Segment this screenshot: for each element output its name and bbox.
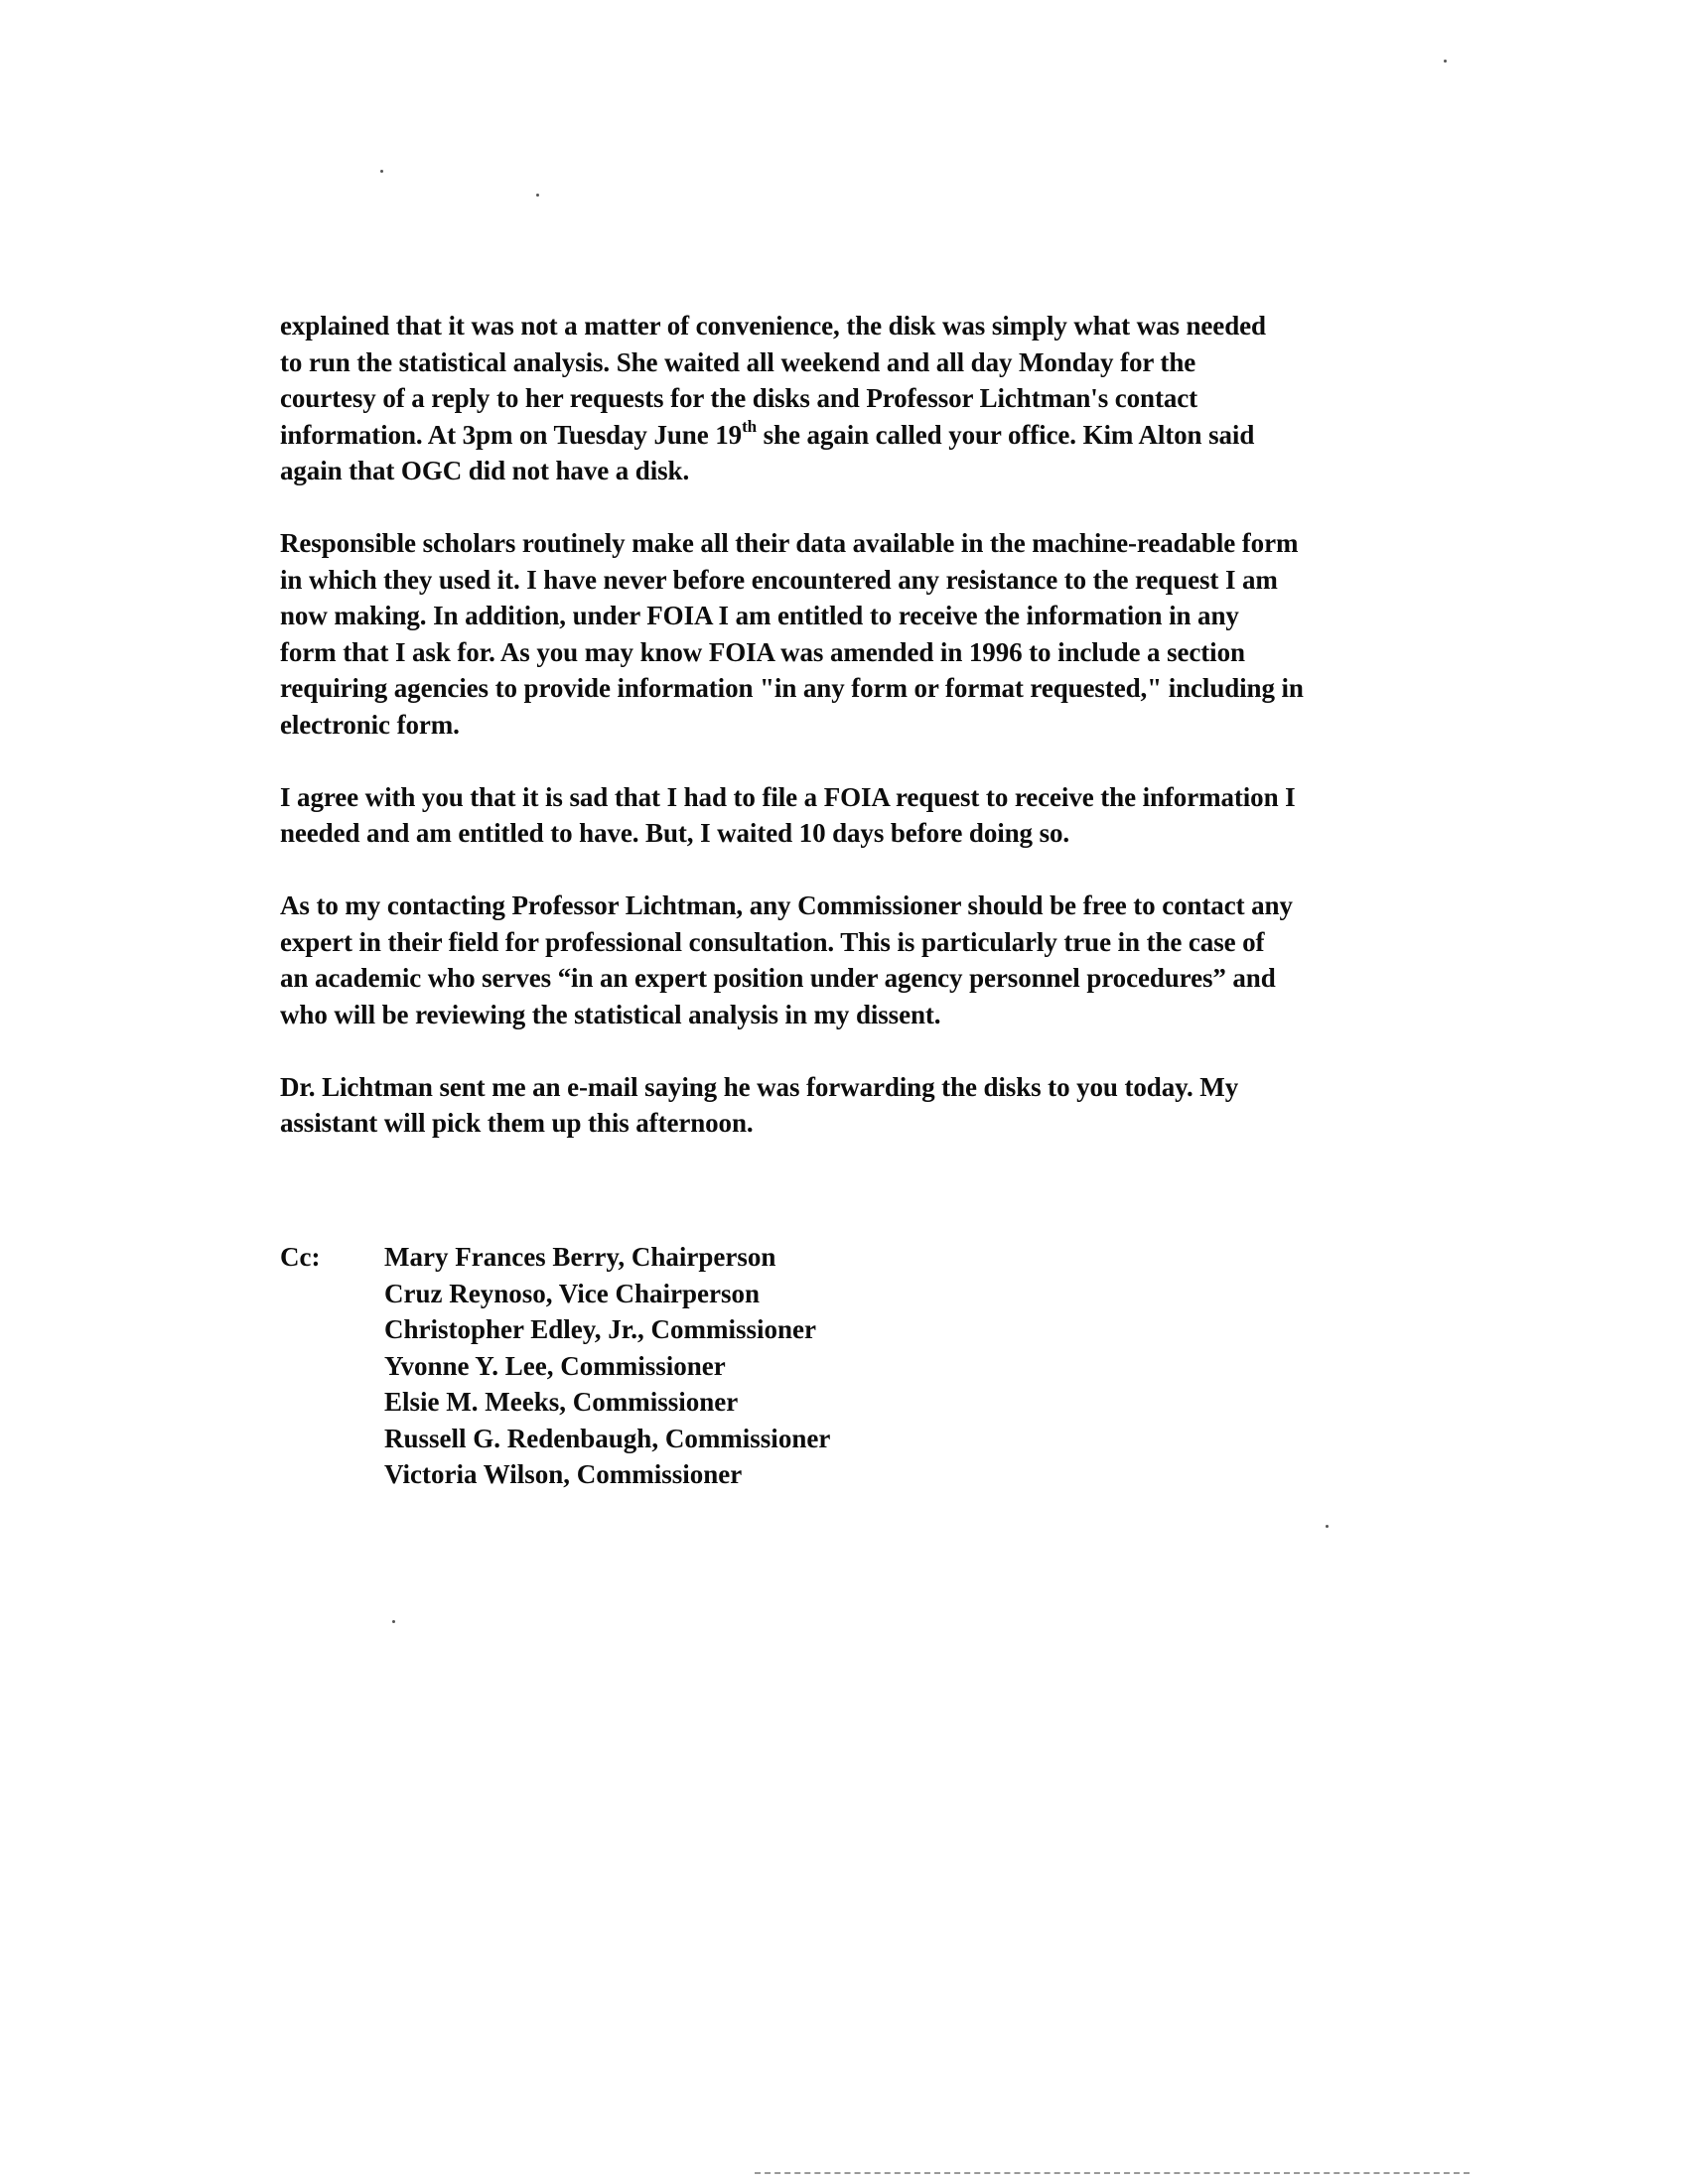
text-line: in which they used it. I have never before encountered any resistance to the request I am <box>280 564 1278 595</box>
paragraph-foia-request <box>280 779 1506 852</box>
text-line <box>280 417 1506 454</box>
scan-speck <box>1326 1525 1329 1528</box>
scan-speck <box>1444 60 1447 63</box>
text-line: assistant will pick them up this afternoon. <box>280 1108 754 1138</box>
text-line: an academic who serves “in an expert position under agency personnel procedures” and <box>280 963 1276 993</box>
text-line: to run the statistical analysis. She waited all weekend and all day Monday for the <box>280 346 1196 377</box>
paragraph-foia-rights <box>280 525 1506 743</box>
text-line-part: information. At 3pm on Tuesday June 19 <box>280 419 743 450</box>
text-line: requiring agencies to provide information "in any form or format requested," including in <box>280 673 1304 703</box>
text-line: explained that it was not a matter of convenience, the disk was simply what was needed <box>280 311 1266 341</box>
scan-speck <box>380 170 383 173</box>
text-line: As to my contacting Professor Lichtman, any Commissioner should be free to contact any <box>280 890 1293 920</box>
scan-edge-line <box>755 2172 1470 2175</box>
cc-recipient: Mary Frances Berry, Chairperson <box>384 1242 776 1272</box>
text-line: form that I ask for. As you may know FOIA was amended in 1996 to include a section <box>280 636 1245 667</box>
text-line: courtesy of a reply to her requests for the disks and Professor Lichtman's contact <box>280 383 1198 413</box>
text-line: electronic form. <box>280 709 460 740</box>
text-line: I agree with you that it is sad that I had to file a FOIA request to receive the information I <box>280 781 1296 812</box>
cc-recipient-list <box>384 1239 830 1493</box>
cc-label: Cc: <box>280 1242 321 1272</box>
text-line: Dr. Lichtman sent me an e-mail saying he was forwarding the disks to you today. My <box>280 1071 1239 1102</box>
scan-speck <box>392 1620 395 1623</box>
paragraph-disk-request <box>280 308 1506 489</box>
letter-body <box>280 308 1506 1177</box>
cc-recipient: Christopher Edley, Jr., Commissioner <box>384 1314 817 1344</box>
cc-recipient: Elsie M. Meeks, Commissioner <box>384 1387 739 1417</box>
text-line: expert in their field for professional consultation. This is particularly true in the case of <box>280 926 1265 957</box>
text-line: Responsible scholars routinely make all their data available in the machine-readable form <box>280 528 1299 558</box>
text-line: who will be reviewing the statistical analysis in my dissent. <box>280 999 941 1029</box>
cc-recipient: Cruz Reynoso, Vice Chairperson <box>384 1278 760 1308</box>
cc-recipient: Victoria Wilson, Commissioner <box>384 1459 743 1489</box>
cc-recipient: Russell G. Redenbaugh, Commissioner <box>384 1423 831 1453</box>
text-line-part: she again called your office. Kim Alton said <box>756 419 1255 450</box>
paragraph-disks-forwarded <box>280 1069 1506 1142</box>
text-line: now making. In addition, under FOIA I am entitled to receive the information in any <box>280 601 1239 630</box>
ordinal-suffix: th <box>742 416 757 436</box>
paragraph-consultation <box>280 887 1506 1032</box>
cc-recipient: Yvonne Y. Lee, Commissioner <box>384 1350 726 1381</box>
text-line: needed and am entitled to have. But, I waited 10 days before doing so. <box>280 818 1070 848</box>
scan-speck <box>536 194 539 197</box>
text-line: again that OGC did not have a disk. <box>280 456 690 485</box>
